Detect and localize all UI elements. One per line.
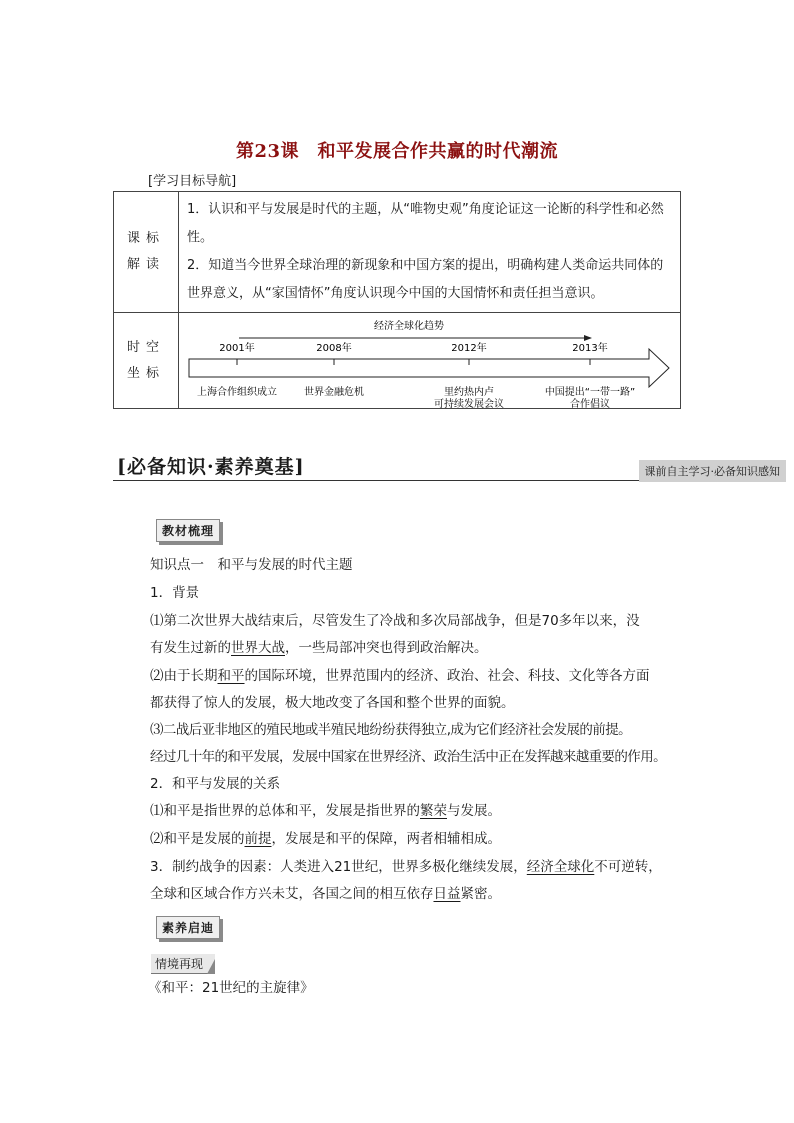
quote-title: 《和平：21世纪的主旋律》 [148,980,314,996]
key-term: 和平 [217,668,245,684]
key-term: 经济全球化 [526,859,595,875]
event-label: 中国提出“一带一路” [544,387,636,398]
scenario-tag: 情境再现 [151,954,215,974]
year-label: 2012年 [451,343,487,354]
paragraph: 都获得了惊人的发展，极大地改变了各国和整个世界的面貌。 [150,695,515,711]
section-subtitle: 课前自主学习·必备知识感知 [639,460,787,482]
year-label: 2013年 [572,343,608,354]
paragraph: 有发生过新的世界大战，一些局部冲突也得到政治解决。 [150,640,488,656]
event-label: 可持续发展会议 [434,399,504,408]
material-tag: 教材梳理 [156,519,220,542]
heading-background: 1．背景 [150,585,200,601]
key-term: 前提 [244,831,272,847]
paragraph: 经过几十年的和平发展，发展中国家在世界经济、政治生活中正在发挥越来越重要的作用。 [150,749,666,765]
event-label: 上海合作组织成立 [197,387,277,398]
event-label: 世界金融危机 [304,387,364,398]
paragraph: 全球和区域合作方兴未艾，各国之间的相互依存日益紧密。 [150,886,501,902]
paragraph: 3．制约战争的因素：人类进入21世纪，世界多极化继续发展，经济全球化不可逆转， [150,859,662,875]
paragraph: ⑶二战后亚非地区的殖民地或半殖民地纷纷获得独立,成为它们经济社会发展的前提。 [150,722,631,738]
trend-label: 经济全球化趋势 [374,321,444,332]
heading-relation: 2．和平与发展的关系 [150,776,281,792]
key-term: 日益 [433,886,461,902]
key-term: 繁荣 [420,803,447,819]
timeline-cell [179,313,681,409]
curriculum-content [179,192,681,313]
timeline-arrow [189,349,669,387]
page-title: 第23课 和平发展合作共赢的时代潮流 [235,141,559,162]
section-header [113,449,786,481]
paragraph: ⑴和平是指世界的总体和平，发展是指世界的繁荣与发展。 [150,803,501,819]
learning-goals-nav: [学习目标导航] [148,174,237,189]
tag-corner [207,959,215,974]
year-label: 2008年 [316,343,352,354]
knowledge-point-title: 知识点一 和平与发展的时代主题 [150,557,353,573]
event-label: 合作倡议 [570,399,610,408]
literacy-tag: 素养启迪 [156,916,220,939]
year-label: 2001年 [219,343,255,354]
goal-item: 2．知道当今世界全球治理的新现象和中国方案的提出，明确构建人类命运共同体的世界意义，从“家国情怀”角度认识现今中国的大国情怀和责任担当意识。 [187,258,664,301]
paragraph: ⑵和平是发展的前提，发展是和平的保障，两者相辅相成。 [150,831,501,847]
key-term: 世界大战 [231,640,285,656]
section-title: [必备知识·素养奠基] [117,456,305,478]
event-label: 里约热内卢 [444,387,494,398]
timeline-diagram [179,313,679,408]
paragraph: ⑵由于长期和平的国际环境，世界范围内的经济、政治、社会、科技、文化等各方面 [150,668,650,684]
timeline-label: 时空坐标 [114,313,179,409]
curriculum-label: 课标解读 [114,192,179,313]
paragraph: ⑴第二次世界大战结束后，尽管发生了冷战和多次局部战争，但是70多年以来，没 [150,613,640,629]
learning-goals-table [113,191,681,409]
goal-item: 1．认识和平与发展是时代的主题，从“唯物史观”角度论证这一论断的科学性和必然性。 [187,202,664,245]
